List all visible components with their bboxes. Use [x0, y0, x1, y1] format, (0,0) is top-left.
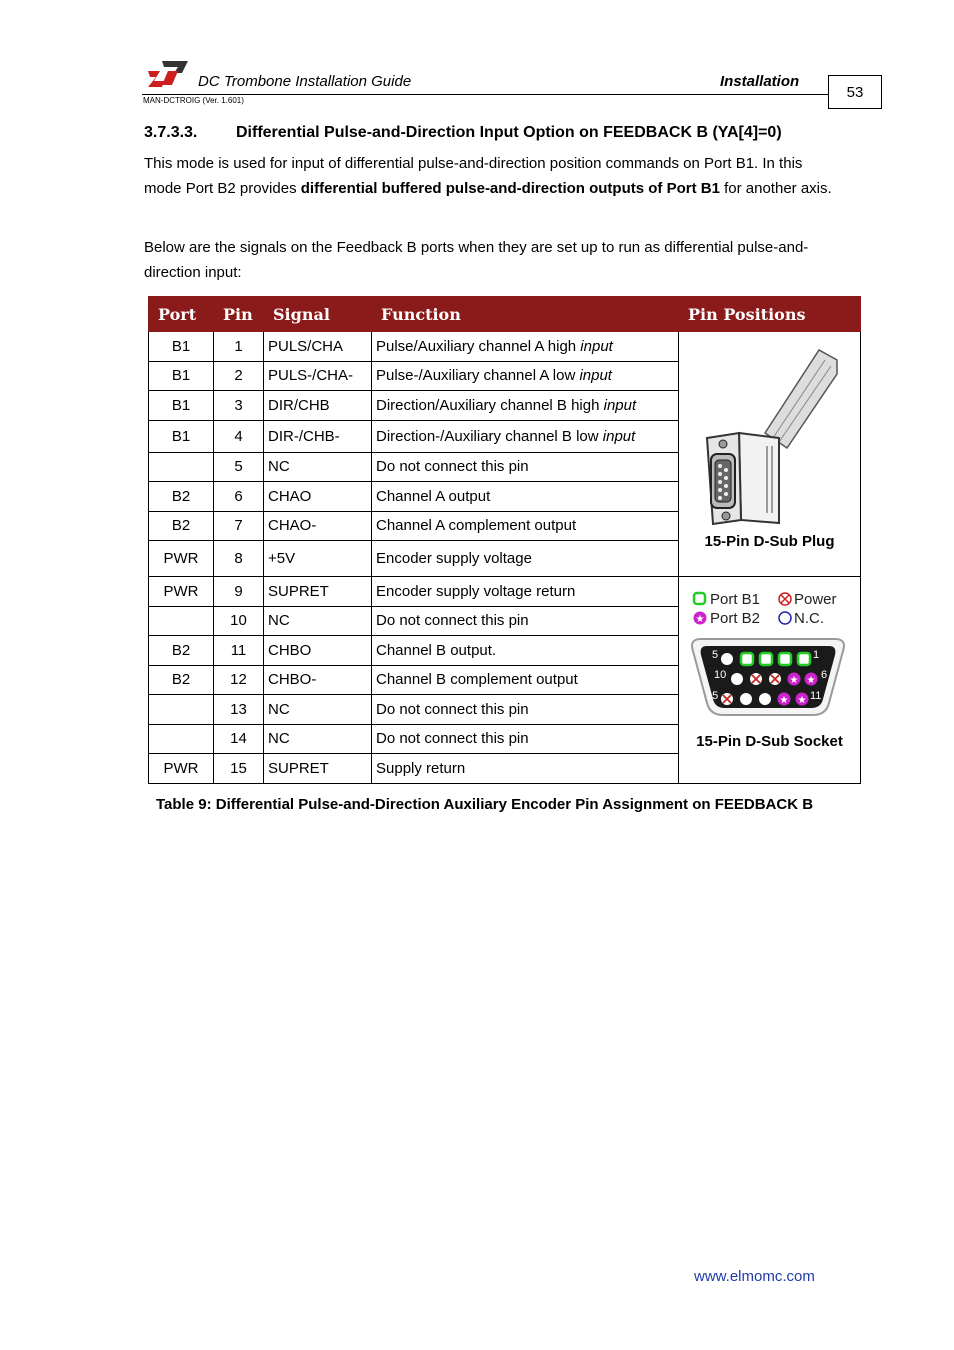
cell-signal: DIR-/CHB-	[264, 420, 372, 452]
socket-num-6: 6	[821, 669, 828, 681]
cell-pin: 7	[214, 511, 264, 541]
pin-assignment-table	[148, 296, 861, 784]
cell-function: Direction/Auxiliary channel B high input	[372, 391, 679, 421]
cell-pin: 5	[214, 452, 264, 482]
cell-pin: 2	[214, 361, 264, 391]
cell-signal: DIR/CHB	[264, 391, 372, 421]
cell-socket-image	[679, 577, 861, 784]
cell-signal: NC	[264, 452, 372, 482]
elmo-logo	[148, 57, 190, 87]
cell-port: B1	[149, 420, 214, 452]
cell-port: B2	[149, 665, 214, 695]
cell-port	[149, 606, 214, 636]
cell-port: PWR	[149, 577, 214, 607]
cell-function: Pulse/Auxiliary channel A high input	[372, 332, 679, 362]
cell-signal: NC	[264, 724, 372, 754]
table-header-row	[149, 297, 861, 332]
cell-pin: 13	[214, 695, 264, 725]
cell-port	[149, 452, 214, 482]
table-row	[149, 332, 861, 362]
cell-pin: 9	[214, 577, 264, 607]
section-title: Differential Pulse-and-Direction Input Option on FEEDBACK B (YA[4]=0)	[236, 124, 782, 141]
cell-function: Do not connect this pin	[372, 452, 679, 482]
cell-pin: 8	[214, 541, 264, 577]
cell-plug-image	[679, 332, 861, 577]
cell-signal: CHAO-	[264, 511, 372, 541]
intro-paragraph: This mode is used for input of differential pulse-and-direction position commands on Port B1. In this mode Port B2 provides differential buffered pulse-and-direction outputs of Port B1 for another axis.	[144, 155, 832, 197]
cell-function: Channel A complement output	[372, 511, 679, 541]
cell-function: Channel A output	[372, 482, 679, 512]
website-link[interactable]: www.elmomc.com	[694, 1268, 815, 1285]
svg-text:★: ★	[806, 675, 816, 686]
cell-signal: SUPRET	[264, 754, 372, 784]
cell-function: Encoder supply voltage return	[372, 577, 679, 607]
socket-num-5: 5	[712, 649, 719, 661]
svg-text:★: ★	[797, 695, 807, 706]
header-pin: Pin	[214, 297, 264, 332]
cell-signal: SUPRET	[264, 577, 372, 607]
cell-function: Channel B output.	[372, 636, 679, 666]
cell-port: PWR	[149, 541, 214, 577]
cell-function: Direction-/Auxiliary channel B low input	[372, 420, 679, 452]
section-name: Installation	[720, 73, 800, 90]
cell-pin: 15	[214, 754, 264, 784]
cell-signal: CHBO	[264, 636, 372, 666]
cell-signal: PULS/CHA	[264, 332, 372, 362]
legend-nc: N.C.	[794, 610, 824, 627]
cell-pin: 3	[214, 391, 264, 421]
svg-text:★: ★	[789, 675, 799, 686]
legend-port-b2: Port B2	[710, 610, 761, 627]
cell-signal: CHAO	[264, 482, 372, 512]
signals-paragraph: Below are the signals on the Feedback B ports when they are set up to run as differential pulse-and-direction input:	[144, 239, 809, 281]
header-pin-positions: Pin Positions	[679, 297, 861, 332]
socket-num-11: 11	[810, 690, 822, 702]
cell-function: Pulse-/Auxiliary channel A low input	[372, 361, 679, 391]
cell-port: B2	[149, 511, 214, 541]
svg-text:★: ★	[695, 614, 705, 625]
cell-signal: NC	[264, 695, 372, 725]
header-rule	[142, 94, 828, 95]
cell-pin: 11	[214, 636, 264, 666]
socket-caption: 15-Pin D-Sub Socket	[696, 733, 843, 750]
cell-port: B2	[149, 482, 214, 512]
doc-code: MAN-DCTROIG (Ver. 1.601)	[143, 96, 244, 105]
cell-function: Channel B complement output	[372, 665, 679, 695]
cell-port: B1	[149, 391, 214, 421]
cell-port: B1	[149, 332, 214, 362]
table-caption: Table 9: Differential Pulse-and-Direction Auxiliary Encoder Pin Assignment on FEEDBACK B	[156, 796, 814, 813]
cell-signal: PULS-/CHA-	[264, 361, 372, 391]
plug-figure	[679, 332, 860, 576]
cell-pin: 1	[214, 332, 264, 362]
d-sub-plug-image	[679, 338, 859, 538]
table-row	[149, 577, 861, 607]
svg-text:★: ★	[779, 695, 789, 706]
cell-pin: 14	[214, 724, 264, 754]
plug-caption: 15-Pin D-Sub Plug	[704, 533, 835, 550]
d-sub-socket-image	[679, 631, 859, 723]
cell-pin: 10	[214, 606, 264, 636]
cell-port: PWR	[149, 754, 214, 784]
socket-num-10: 10	[714, 669, 727, 681]
cell-signal: CHBO-	[264, 665, 372, 695]
cell-pin: 12	[214, 665, 264, 695]
cell-signal: +5V	[264, 541, 372, 577]
cell-function: Do not connect this pin	[372, 695, 679, 725]
cell-port: B1	[149, 361, 214, 391]
header-signal: Signal	[264, 297, 372, 332]
legend-port-b1: Port B1	[710, 591, 761, 608]
cell-function: Do not connect this pin	[372, 724, 679, 754]
doc-title: DC Trombone Installation Guide	[198, 73, 412, 90]
cell-function: Supply return	[372, 754, 679, 784]
cell-function: Encoder supply voltage	[372, 541, 679, 577]
legend-power: Power	[794, 591, 837, 608]
cell-port: B2	[149, 636, 214, 666]
socket-figure	[679, 577, 860, 781]
cell-pin: 6	[214, 482, 264, 512]
header-function: Function	[372, 297, 679, 332]
page-number: 53	[828, 75, 882, 109]
socket-num-15: 15	[706, 690, 719, 702]
cell-port	[149, 695, 214, 725]
cell-port	[149, 724, 214, 754]
section-number: 3.7.3.3.	[144, 124, 198, 141]
cell-signal: NC	[264, 606, 372, 636]
cell-pin: 4	[214, 420, 264, 452]
header-port: Port	[149, 297, 214, 332]
cell-function: Do not connect this pin	[372, 606, 679, 636]
socket-num-1: 1	[813, 649, 820, 661]
socket-legend	[679, 589, 859, 635]
